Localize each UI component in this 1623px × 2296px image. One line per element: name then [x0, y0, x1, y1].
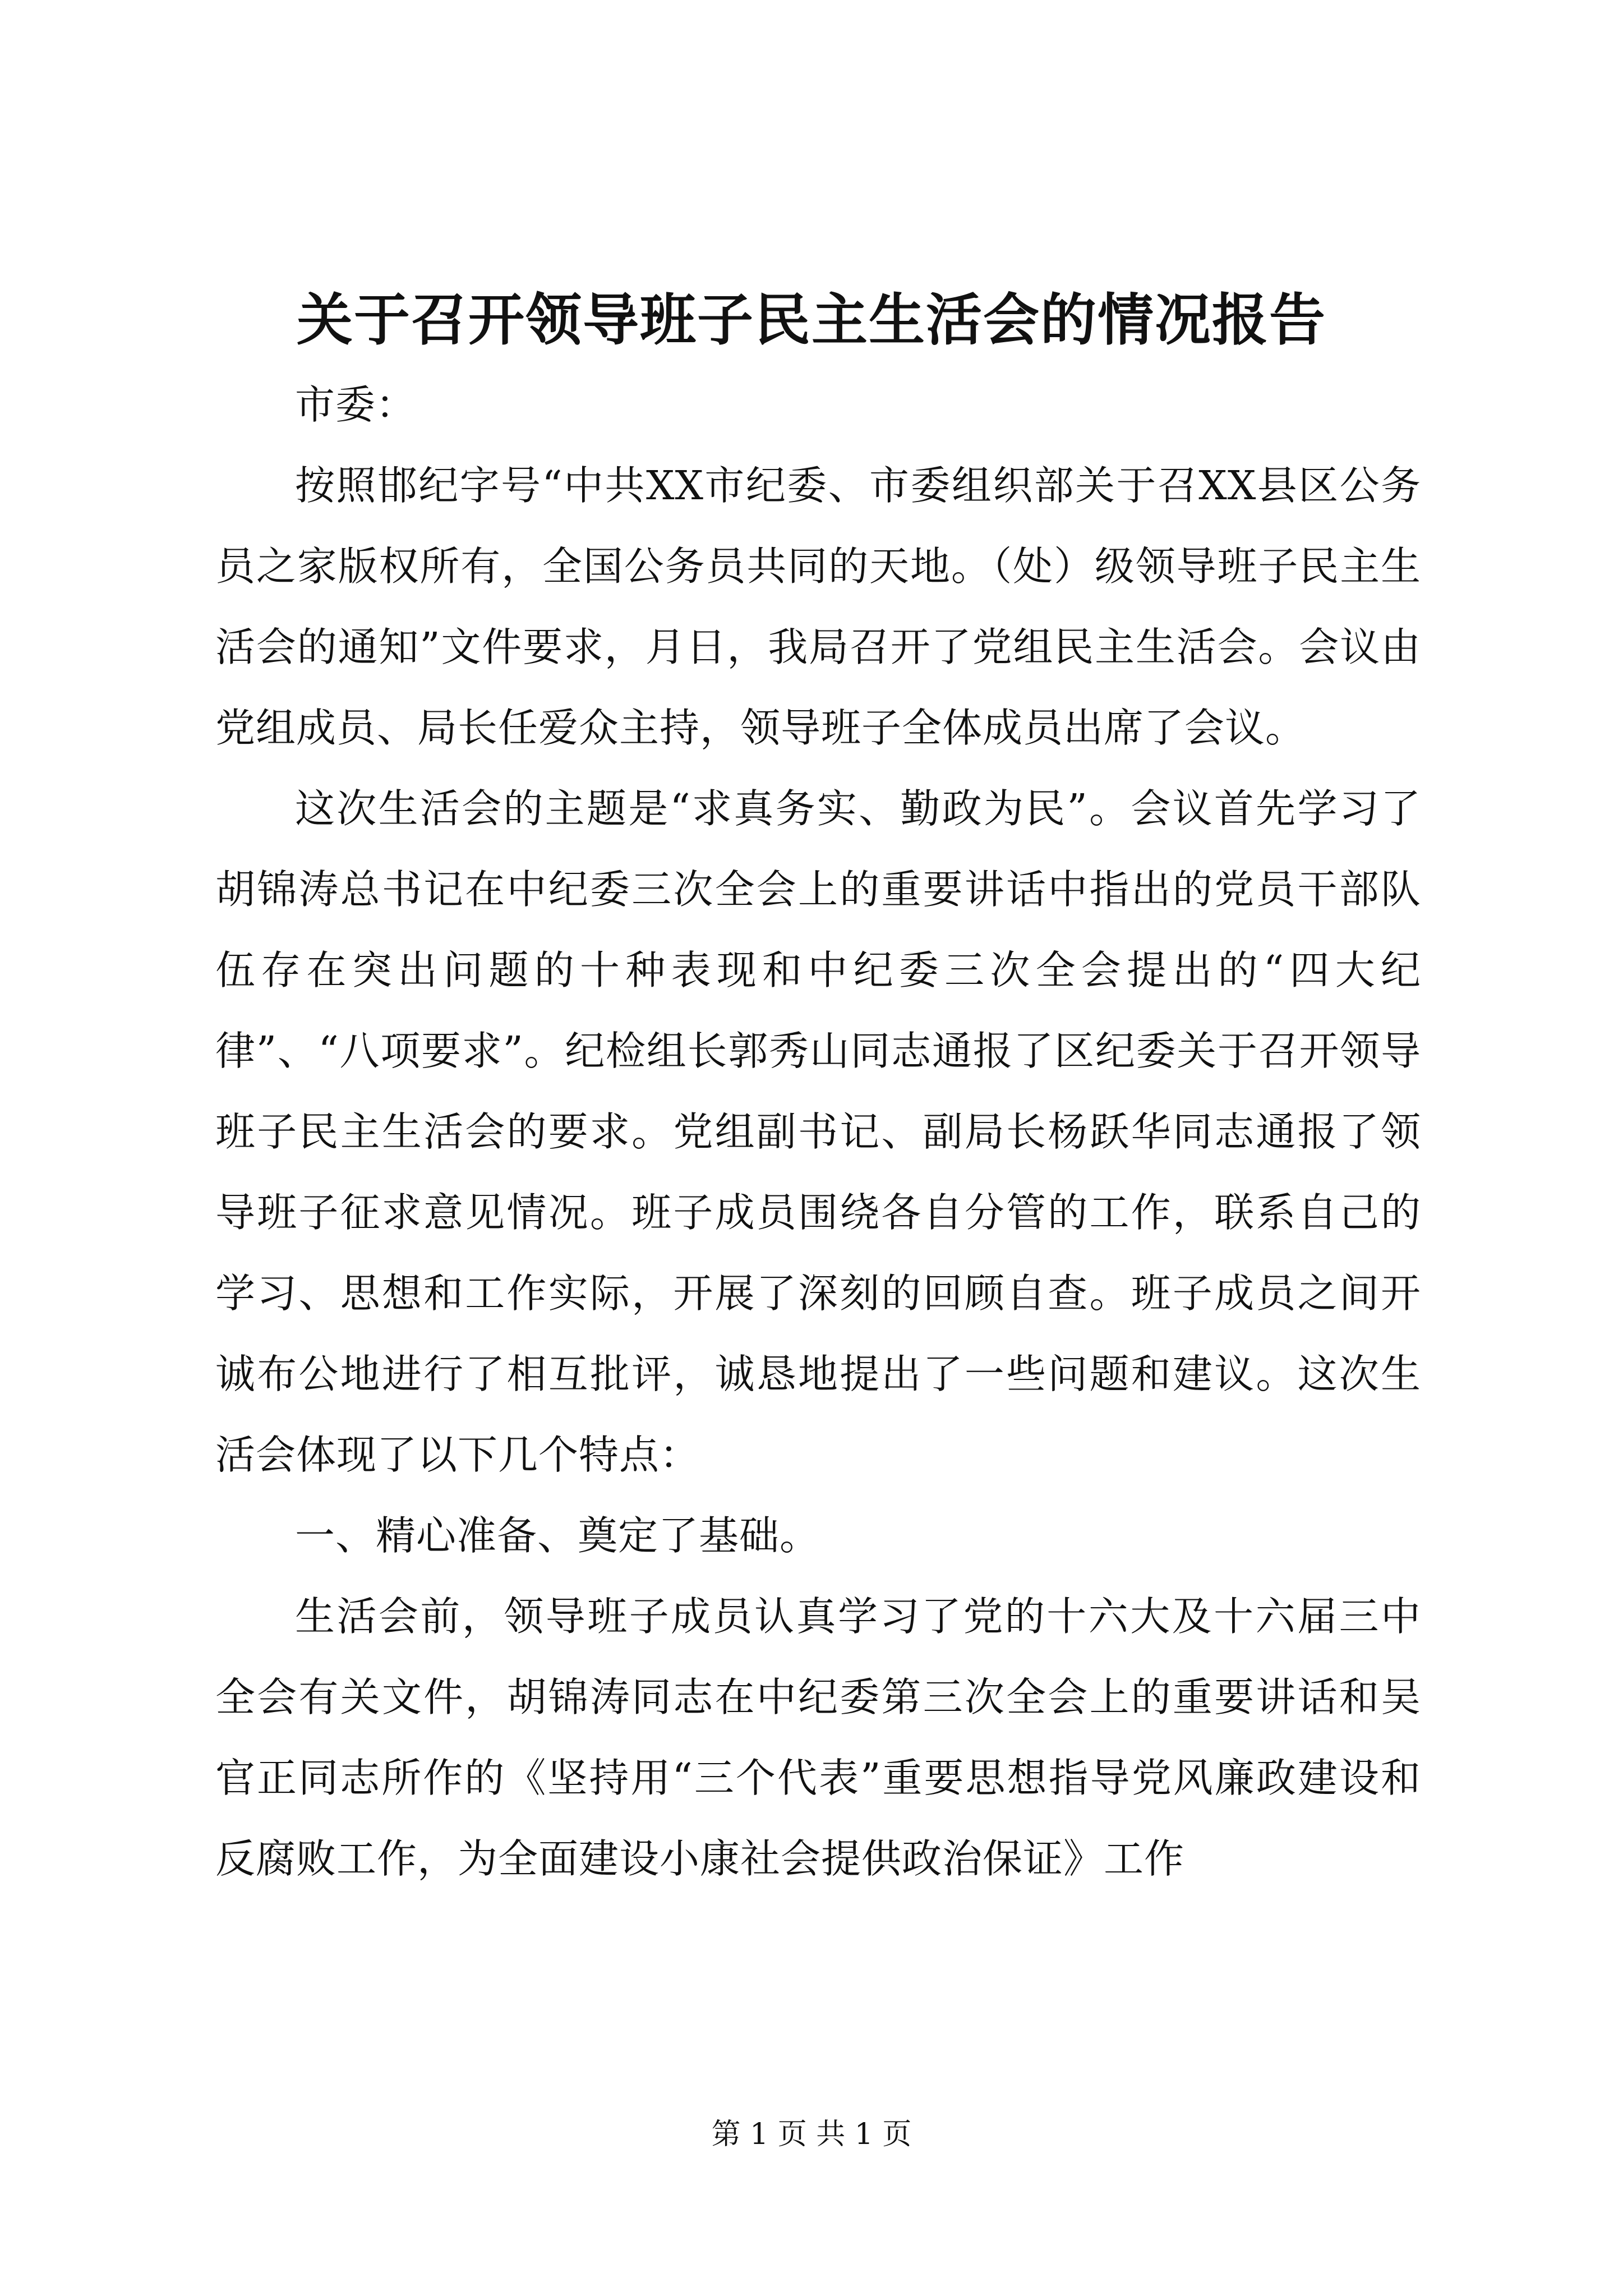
document-body	[215, 365, 1421, 1899]
document-title: 关于召开领导班子民主生活会的情况报告	[297, 287, 1326, 353]
section-heading: 一、精心准备、奠定了基础。	[295, 1512, 820, 1559]
paragraph: 生活会前，领导班子成员认真学习了党的十六大及十六届三中全会有关文件，胡锦涛同志在中纪委第三次全会上的重要讲话和吴官正同志所作的《坚持用“三个代表”重要思想指导党风廉政建设和反腐败工作，为全面建设小康社会提供政治保证》工作	[215, 1593, 1421, 1882]
paragraph: 按照邯纪字号“中共XX市纪委、市委组织部关于召XX县区公务员之家版权所有，全国公务员共同的天地。（处）级领导班子民主生活会的通知”文件要求，月日，我局召开了党组民主生活会。会议由党组成员、局长任爱众主持，领导班子全体成员出席了会议。	[215, 462, 1421, 751]
paragraph: 这次生活会的主题是“求真务实、勤政为民”。会议首先学习了胡锦涛总书记在中纪委三次全会上的重要讲话中指出的党员干部队伍存在突出问题的十种表现和中纪委三次全会提出的“四大纪律”、“八项要求”。纪检组长郭秀山同志通报了区纪委关于召开领导班子民主生活会的要求。党组副书记、副局长杨跃华同志通报了领导班子征求意见情况。班子成员围绕各自分管的工作，联系自己的学习、思想和工作实际，开展了深刻的回顾自查。班子成员之间开诚布公地进行了相互批评，诚恳地提出了一些问题和建议。这次生活会体现了以下几个特点：	[215, 785, 1421, 1478]
salutation: 市委：	[295, 381, 417, 428]
page-footer: 第 1 页 共 1 页	[711, 2118, 912, 2151]
